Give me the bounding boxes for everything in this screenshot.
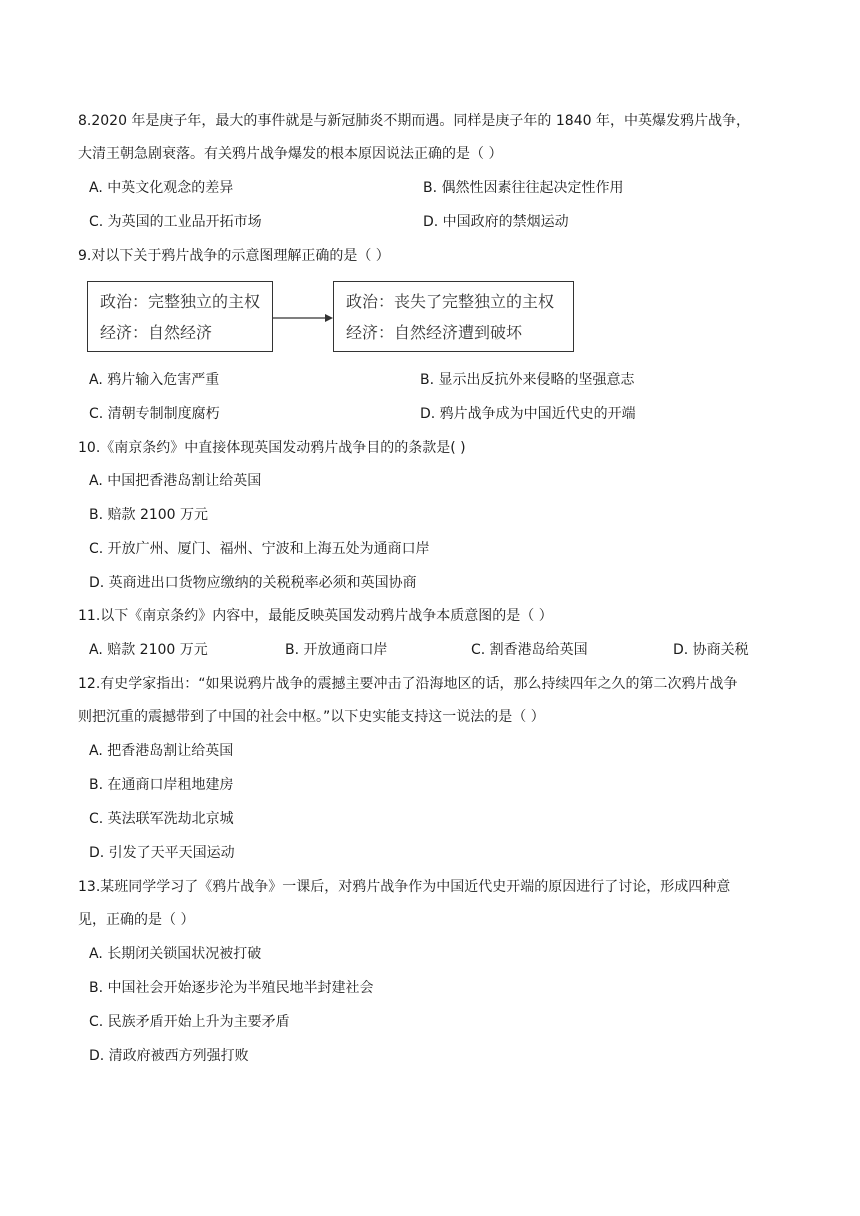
q9-stem-line1: 9.对以下关于鸦片战争的示意图理解正确的是（ ） — [78, 248, 390, 264]
q12-option-b: B. 在通商口岸租地建房 — [89, 777, 234, 793]
diagram-after-economy: 经济：自然经济遭到破坏 — [346, 323, 523, 342]
q13-option-b: B. 中国社会开始逐步沦为半殖民地半封建社会 — [89, 980, 374, 996]
q13-option-a: A. 长期闭关锁国状况被打破 — [89, 946, 262, 962]
q11-option-a: A. 赔款 2100 万元 — [89, 642, 208, 658]
q11-stem-line1: 11.以下《南京条约》内容中，最能反映英国发动鸦片战争本质意图的是（ ） — [78, 608, 553, 624]
q13-stem-line1: 13.某班同学学习了《鸦片战争》一课后，对鸦片战争作为中国近代史开端的原因进行了讨论，形成四种意 — [78, 879, 731, 895]
q10-option-b: B. 赔款 2100 万元 — [89, 507, 209, 523]
q13-option-c: C. 民族矛盾开始上升为主要矛盾 — [89, 1014, 290, 1030]
q9-option-b: B. 显示出反抗外来侵略的坚强意志 — [420, 372, 635, 388]
q8-stem-line2: 大清王朝急剧衰落。有关鸦片战争爆发的根本原因说法正确的是（ ） — [78, 146, 503, 162]
q8-option-b: B. 偶然性因素往往起决定性作用 — [423, 180, 624, 196]
diagram-arrow-icon — [273, 312, 333, 324]
diagram-after-box — [333, 281, 574, 352]
q12-stem-line2: 则把沉重的震撼带到了中国的社会中枢。”以下史实能支持这一说法的是（ ） — [78, 709, 545, 725]
q12-option-c: C. 英法联军洗劫北京城 — [89, 811, 234, 827]
q13-option-d: D. 清政府被西方列强打败 — [89, 1048, 249, 1064]
q8-stem-line1: 8.2020 年是庚子年，最大的事件就是与新冠肺炎不期而遇。同样是庚子年的 1840 年，中英爆发鸦片战争， — [78, 113, 750, 129]
q12-option-a: A. 把香港岛割让给英国 — [89, 743, 234, 759]
q10-stem-line1: 10.《南京条约》中直接体现英国发动鸦片战争目的的条款是( ) — [78, 440, 466, 456]
diagram-after-politics: 政治：丧失了完整独立的主权 — [346, 292, 555, 311]
q11-option-b: B. 开放通商口岸 — [285, 642, 388, 658]
q10-option-a: A. 中国把香港岛割让给英国 — [89, 473, 262, 489]
q11-option-d: D. 协商关税 — [673, 642, 749, 658]
q8-option-c: C. 为英国的工业品开拓市场 — [89, 214, 262, 230]
diagram-before-box — [87, 281, 273, 352]
q9-option-d: D. 鸦片战争成为中国近代史的开端 — [420, 406, 636, 422]
q12-option-d: D. 引发了天平天国运动 — [89, 845, 235, 861]
q9-option-c: C. 清朝专制制度腐朽 — [89, 406, 220, 422]
q13-stem-line2: 见，正确的是（ ） — [78, 912, 195, 928]
q10-option-d: D. 英商进出口货物应缴纳的关税税率必须和英国协商 — [89, 575, 417, 591]
q12-stem-line1: 12.有史学家指出：“如果说鸦片战争的震撼主要冲击了沿海地区的话，那么持续四年之久的第二次鸦片战争 — [78, 676, 738, 692]
diagram-before-politics: 政治：完整独立的主权 — [100, 292, 261, 311]
q11-option-c: C. 割香港岛给英国 — [471, 642, 588, 658]
q10-option-c: C. 开放广州、厦门、福州、宁波和上海五处为通商口岸 — [89, 541, 430, 557]
q9-option-a: A. 鸦片输入危害严重 — [89, 372, 220, 388]
q8-option-d: D. 中国政府的禁烟运动 — [423, 214, 569, 230]
diagram-before-economy: 经济：自然经济 — [100, 323, 213, 342]
q8-option-a: A. 中英文化观念的差异 — [89, 180, 234, 196]
